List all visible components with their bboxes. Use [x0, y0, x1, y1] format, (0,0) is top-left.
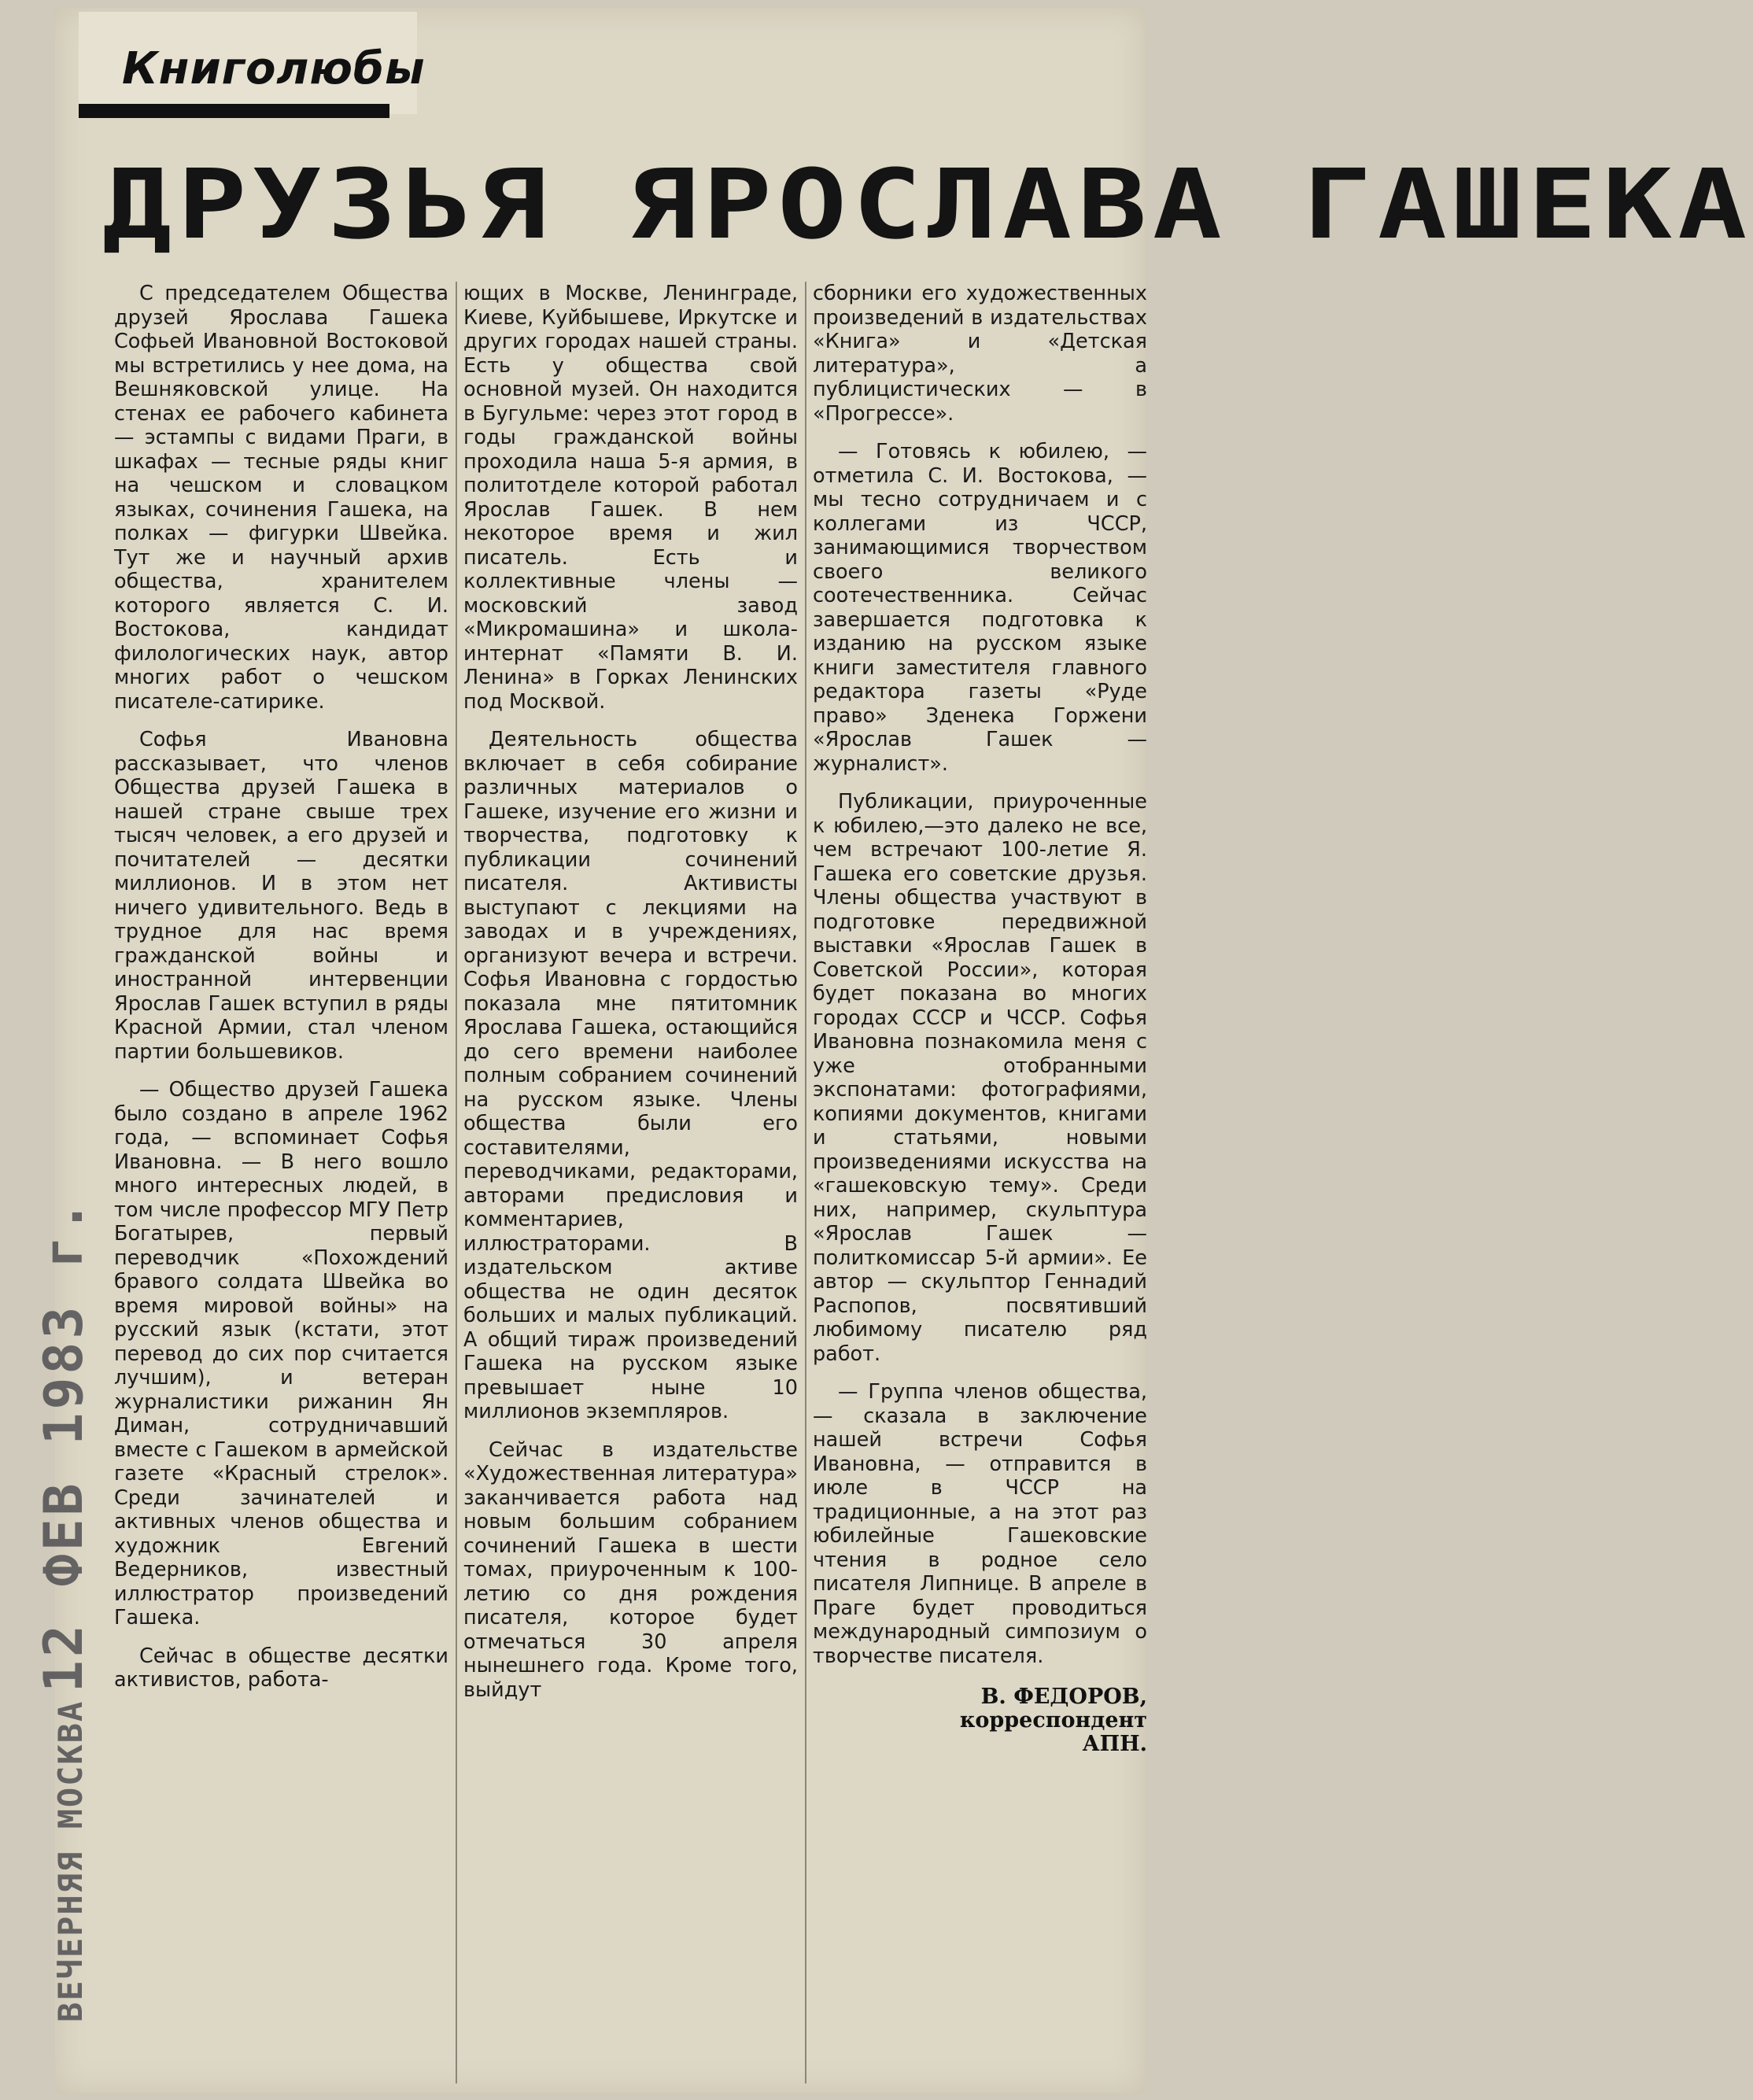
headline: ДРУЗЬЯ ЯРОСЛАВА ГАШЕКА — [102, 149, 1753, 260]
date-stamp — [33, 1198, 95, 2069]
paragraph: сборники его художественных произведений в издательствах «Книга» и «Детская литература», а публицистических — в «Прогрессе». — [813, 282, 1147, 426]
paragraph: Публикации, приуроченные к юбилею,—это далеко не все, чем встречают 100-летие Я. Гашека его советские друзья. Члены общества участвуют в подготовке передвижной выставки «Ярослав Гашек в Советской России», которая будет показана во многих городах СССР и ЧССР. Софья Ивановна познакомила меня с уже отобранными экспонатами: фотографиями, копиями документов, книгами и статьями, новыми произведениями искусства на «гашековскую тему». Среди них, например, скульптура «Ярослав Гашек — политкомиссар 5-й армии». Ее автор — скульптор Геннадий Распопов, посвятивший любимому писателю ряд работ. — [813, 790, 1147, 1366]
author-agency: АПН. — [1082, 1732, 1147, 1756]
author-title: корреспондент — [959, 1708, 1147, 1733]
stamp-newspaper: ВЕЧЕРНЯЯ МОСКВА — [51, 1700, 90, 2022]
paragraph: — Группа членов общества, — сказала в заключение нашей встречи Софья Ивановна, — отправится в июле в ЧССР на традиционные, а на этот раз юбилейные Гашековские чтения в родное село писателя Липнице. В апреле в Праге будет проводиться международный симпозиум о творчестве писателя. — [813, 1380, 1147, 1668]
paragraph: С председателем Общества друзей Ярослава Гашека Софьей Ивановной Востоковой мы встретились у нее дома, на Вешняковской улице. На стенах ее рабочего кабинета — эстампы с видами Праги, в шкафах — тесные ряды книг на чешском и словацком языках, сочинения Гашека, на полках — фигурки Швейка. Тут же и научный архив общества, хранителем которого является С. И. Востокова, кандидат филологических наук, автор многих работ о чешском писателе-сатирике. — [114, 282, 448, 714]
paragraph: Деятельность общества включает в себя собирание различных материалов о Гашеке, изучение его жизни и творчества, подготовку к публикации сочинений писателя. Активисты выступают с лекциями на заводах и в учреждениях, организуют вечера и встречи. Софья Ивановна с гордостью показала мне пятитомник Ярослава Гашека, остающийся до сего времени наиболее полным собранием сочинений на русском языке. Члены общества были его составителями, переводчиками, редакторами, авторами предисловия и комментариев, иллюстраторами. В издательском активе общества не один десяток больших и малых публикаций. А общий тираж произведений Гашека на русском языке превышает ныне 10 миллионов экземпляров. — [463, 728, 798, 1423]
article-column-1 — [114, 282, 448, 2091]
article-body — [114, 282, 1145, 2091]
stamp-date: 12 ФЕВ 1983 г. — [33, 1197, 95, 1693]
article-column-3 — [813, 282, 1147, 2091]
paragraph: Сейчас в издательстве «Художественная литература» заканчивается работа над новым большим собранием сочинений Гашека в шести томах, приуроченным к 100-летию со дня рождения писателя, которое будет отмечаться 30 апреля нынешнего года. Кроме того, выйдут — [463, 1438, 798, 1702]
rubric-title: Книголюбы — [122, 43, 426, 94]
author-signature — [813, 1685, 1147, 1756]
paragraph: — Общество друзей Гашека было создано в апреле 1962 года, — вспоминает Софья Ивановна. — В него вошло много интересных людей, в том числе профессор МГУ Петр Богатырев, первый переводчик «Похождений бравого солдата Швейка во время мировой войны» на русский язык (кстати, этот перевод до сих пор считается лучшим), и ветеран журналистики рижанин Ян Диман, сотрудничавший вместе с Гашеком в армейской газете «Красный стрелок». Среди зачинателей и активных членов общества и художник Евгений Ведерников, известный иллюстратор произведений Гашека. — [114, 1078, 448, 1629]
newspaper-clipping — [55, 8, 1753, 2093]
paragraph: — Готовясь к юбилею, — отметила С. И. Востокова, — мы тесно сотрудничаем и с коллегами из ЧССР, занимающимися творчеством своего великого соотечественника. Сейчас завершается подготовка к изданию на русском языке книги заместителя главного редактора газеты «Руде право» Зденека Горжени «Ярослав Гашек — журналист». — [813, 440, 1147, 776]
article-column-2 — [463, 282, 798, 2091]
paragraph: Софья Ивановна рассказывает, что членов Общества друзей Гашека в нашей стране свыше трех тысяч человек, а его друзей и почитателей — десятки миллионов. И в этом нет ничего удивительного. Ведь в трудное для нас время гражданской войны и иностранной интервенции Ярослав Гашек вступил в ряды Красной Армии, стал членом партии большевиков. — [114, 728, 448, 1064]
rubric-underline — [79, 104, 389, 118]
paragraph: ющих в Москве, Ленинграде, Киеве, Куйбышеве, Иркутске и других городах нашей страны. Есть у общества свой основной музей. Он находится в Бугульме: через этот город в годы гражданской войны проходила наша 5-я армия, в политотделе которой работал Ярослав Гашек. В нем некоторое время и жил писатель. Есть и коллективные члены — московский завод «Микромашина» и школа-интернат «Памяти В. И. Ленина» в Горках Ленинских под Москвой. — [463, 282, 798, 714]
paragraph: Сейчас в обществе десятки активистов, работа- — [114, 1644, 448, 1692]
author-name: В. ФЕДОРОВ, — [980, 1685, 1147, 1709]
